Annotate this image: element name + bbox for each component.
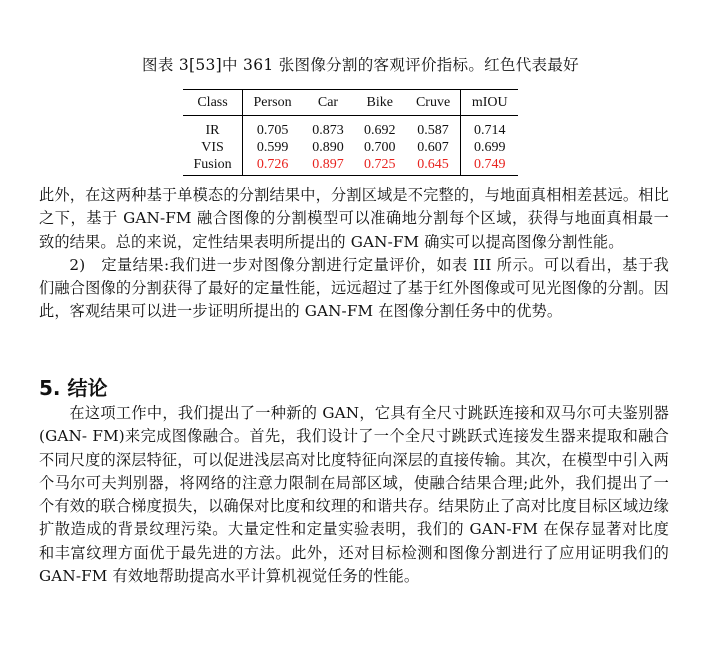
- table-cell: 0.700: [364, 140, 396, 155]
- row-label: Fusion: [183, 156, 243, 176]
- header-car: Car: [317, 95, 339, 110]
- row-label: IR: [183, 116, 243, 140]
- table-header-row: [183, 90, 518, 116]
- paragraph-quantitative: 2) 定量结果:我们进一步对图像分割进行定量评价，如表 III 所示。可以看出，基于我们融合图像的分割获得了最好的定量性能，远远超过了基于红外图像或可见光图像的分割。因此，客观结果可以进一步证明所提出的 GAN-FM 在图像分割任务中的优势。: [39, 255, 669, 321]
- header-class: Class: [183, 90, 243, 116]
- table-row-ir: [183, 116, 518, 140]
- best-value-cell: 0.726: [256, 157, 289, 172]
- table-cell: 0.599: [256, 140, 289, 155]
- table-cell: 0.705: [256, 123, 289, 138]
- paragraph-qualitative: 此外，在这两种基于单模态的分割结果中，分割区域是不完整的，与地面真相相差甚远。相比之下，基于 GAN-FM 融合图像的分割模型可以准确地分割每个区域，获得与地面真相最一致的结果。总的来说，定性结果表明所提出的 GAN-FM 确实可以提高图像分割性能。: [39, 186, 669, 251]
- header-cruve: Cruve: [406, 90, 461, 116]
- table-cell: 0.587: [406, 116, 461, 140]
- best-value-cell: 0.725: [364, 157, 396, 172]
- table-cell: 0.607: [406, 139, 461, 156]
- row-label: VIS: [183, 139, 243, 156]
- best-value-cell: 0.645: [406, 156, 461, 176]
- table-cell: 0.714: [473, 123, 506, 138]
- best-value-cell: 0.897: [312, 157, 344, 172]
- header-bike: Bike: [366, 95, 393, 110]
- table-cell: 0.873: [312, 123, 344, 138]
- header-person: Person: [253, 95, 292, 110]
- best-value-cell: 0.749: [473, 157, 506, 172]
- table-caption: 图表 3[53]中 361 张图像分割的客观评价指标。红色代表最好: [142, 56, 579, 74]
- header-miou: mIOU: [471, 95, 508, 110]
- table-cell: 0.692: [364, 123, 396, 138]
- table-cell: 0.699: [473, 140, 506, 155]
- section-heading-conclusion: 5. 结论: [39, 376, 108, 400]
- table-row-fusion: [183, 156, 518, 176]
- body-text-block: [39, 184, 669, 324]
- metrics-table: [183, 89, 518, 176]
- table-cell: 0.890: [312, 140, 344, 155]
- table-row-vis: [183, 139, 518, 156]
- metrics-table-container: [183, 89, 518, 176]
- paragraph-conclusion: 在这项工作中，我们提出了一种新的 GAN，它具有全尺寸跳跃连接和双马尔可夫鉴别器(GAN- FM)来完成图像融合。首先，我们设计了一个全尺寸跳跃式连接发生器来提取和融合不同尺度的深层特征，可以促进浅层高对比度特征向深层的直接传输。其次，在模型中引入两个马尔可夫判别器，将网络的注意力限制在局部区域，使融合结果合理;此外，我们提出了一个有效的联合梯度损失，以确保对比度和纹理的和谐共存。结果防止了高对比度目标区域边缘扩散造成的背景纹理污染。大量定性和定量实验表明，我们的 GAN-FM 在保存显著对比度和丰富纹理方面优于最先进的方法。此外，还对目标检测和图像分割进行了应用证明我们的 GAN-FM 有效地帮助提高水平计算机视觉任务的性能。: [39, 404, 669, 586]
